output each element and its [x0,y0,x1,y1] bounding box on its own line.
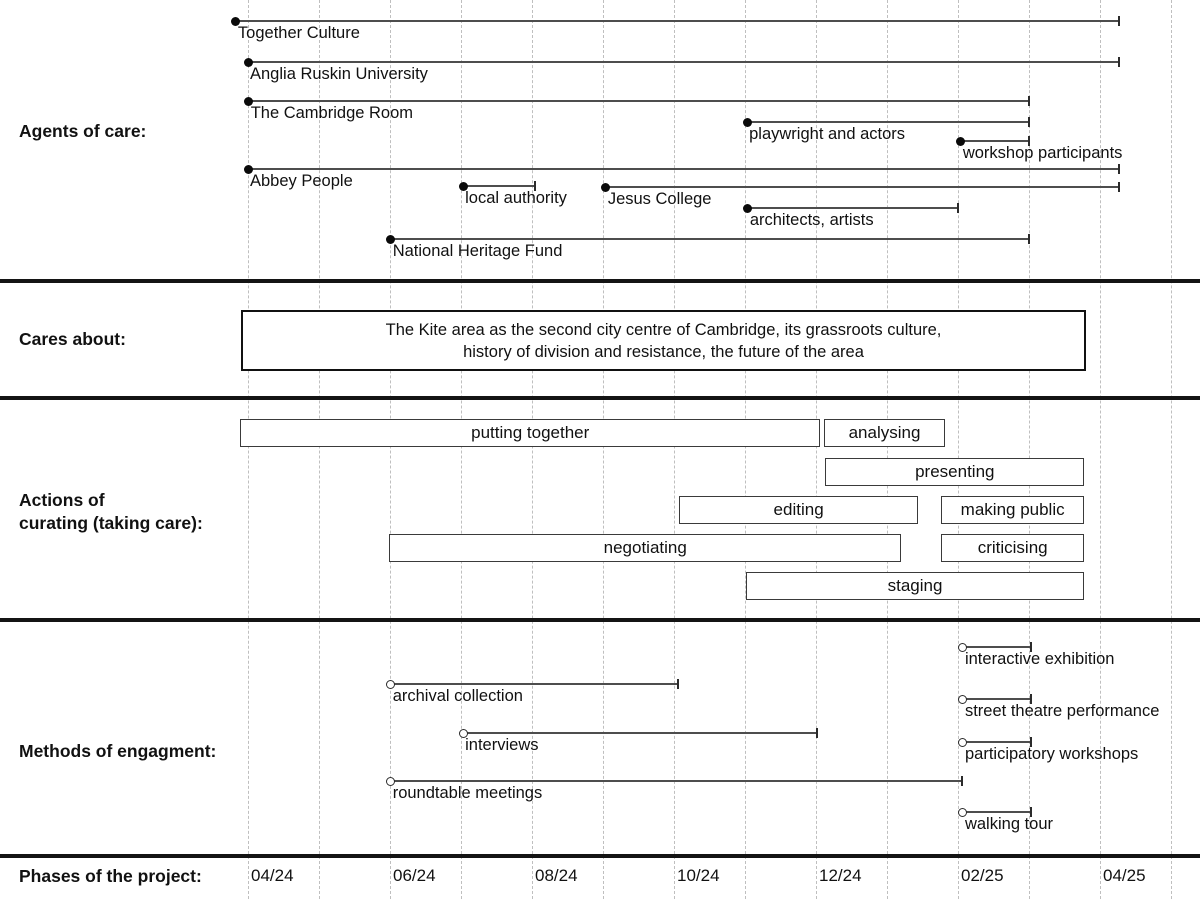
section-label-phases: Phases of the project: [19,866,202,886]
timeline-item-label: street theatre performance [964,702,1160,720]
section-label-cares: Cares about: [19,329,126,349]
timeline-item-label: local authority [465,189,567,207]
axis-tick-label: 10/24 [677,866,720,885]
axis-tick-label: 04/24 [251,866,294,885]
timeline-item-label: playwright and actors [749,125,906,143]
action-box-label: analysing [848,423,921,442]
section-label-actions-line1: Actions of [19,490,105,510]
timeline-item-label: workshop participants [962,144,1123,162]
cares-about-text-line: The Kite area as the second city centre of Cambridge, its grassroots culture, [385,320,942,339]
axis-tick-label: 04/25 [1103,866,1146,885]
action-box-label: presenting [915,462,995,481]
section-label-methods: Methods of engagment: [19,741,217,761]
cares-about-text-line: history of division and resistance, the future of the area [463,342,864,361]
section-label-agents: Agents of care: [19,121,147,141]
axis-tick-label: 12/24 [819,866,862,885]
action-box-label: putting together [471,423,590,442]
action-box-label: negotiating [603,538,687,557]
timeline-item-label: Jesus College [607,190,712,208]
timeline-item-label: interviews [465,736,539,754]
action-box-label: making public [960,500,1065,519]
section-label-actions-line2: curating (taking care): [19,513,203,533]
timeline-item-label: archival collection [392,687,523,705]
timeline-item-label: National Heritage Fund [392,242,563,260]
timeline-item-label: Anglia Ruskin University [250,65,428,83]
timeline-item-label: Together Culture [237,24,360,42]
timeline-item-label: The Cambridge Room [250,104,414,122]
timeline-item-label: interactive exhibition [964,650,1115,668]
timeline-item-label: participatory workshops [964,745,1139,763]
axis-tick-label: 02/25 [961,866,1004,885]
action-box-label: staging [887,576,943,595]
action-box-label: criticising [977,538,1048,557]
timeline-item-label: walking tour [964,815,1054,833]
axis-tick-label: 08/24 [535,866,578,885]
axis-tick-label: 06/24 [393,866,436,885]
timeline-item-label: Abbey People [250,172,353,190]
section-label-actions [19,489,203,535]
action-box-label: editing [773,500,824,519]
timeline-item-label: architects, artists [749,211,874,229]
timeline-item-label: roundtable meetings [392,784,543,802]
